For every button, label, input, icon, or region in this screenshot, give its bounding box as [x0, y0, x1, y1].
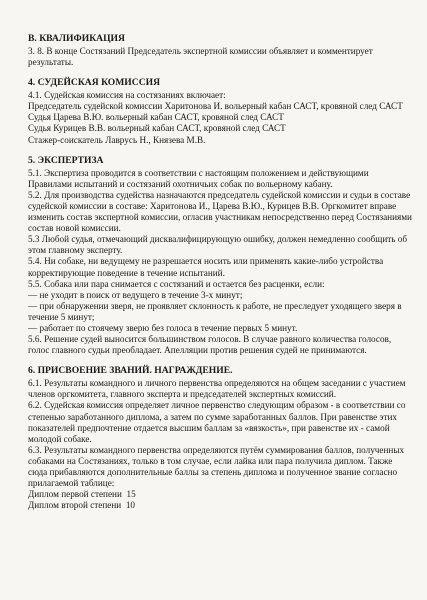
paragraph: 5.5. Собака или пара снимается с состязаний и остается без расценки, если: [28, 278, 325, 289]
section-expertise [28, 155, 413, 357]
paragraph: — не уходит в поиск от ведущего в течение 3-х минут; [28, 289, 243, 300]
score-label: Диплом второй степени [28, 500, 122, 511]
section-heading: 6. ПРИСВОЕНИЕ ЗВАНИЙ. НАГРАЖДЕНИЕ. [28, 365, 233, 377]
section-judging-commission [28, 77, 413, 145]
section-awards [28, 365, 413, 511]
section-heading: 4. СУДЕЙСКАЯ КОМИССИЯ [28, 77, 161, 89]
section-qualification [28, 33, 413, 68]
paragraph: 5.1. Экспертиза проводится в соответствии с настоящим положением и действующими Правилами испытаний и состязаний охотничьих собак по вольерному кабану. [28, 167, 369, 189]
paragraph: 6.3. Результаты командного первенства определяются путём суммирования баллов, полученных собаками на Состязаниях, только в том случае, если лайка или пара получила диплом. Также сюда прибавляются дополнительные баллы за степень диплома и полученное звание согласно прилагаемой таблице: [28, 444, 405, 489]
paragraph: Стажер-соискатель Лаврусь Н., Князева М.В. [28, 134, 206, 145]
section-heading: 5. ЭКСПЕРТИЗА [28, 154, 104, 166]
paragraph: 6.2. Судейская комиссия определяет личное первенство следующим образом - в соответствии со степенью заработанного диплома, а затем по сумме заработанных баллов. При равенстве этих показателей предпочтение отдается высшим баллам за «вязкость», при равенстве их - самой молодой собаке. [28, 400, 406, 444]
score-label: Диплом первой степени [28, 489, 122, 500]
paragraph: 4.1. Судейская комиссия на состязаниях включает: [28, 90, 226, 101]
paragraph: 3. 8. В конце Состязаний Председатель экспертной комиссии объявляет и комментирует результаты. [28, 46, 373, 68]
paragraph: 5.6. Решение судей выносится большинством голосов. В случае равного количества голосов, голос главного судьи преобладает. Апелляции против решения судей не принимаются. [28, 334, 392, 356]
paragraph: Судья Царева В.Ю. вольерный кабан САСТ, кровяной след САСТ [28, 112, 284, 123]
paragraph: Судья Курицев В.В. вольерный кабан САСТ, кровяной след САСТ [28, 123, 286, 134]
paragraph: — работает по стоячему зверю без голоса в течение первых 5 минут. [28, 322, 298, 333]
paragraph: 5.3 Любой судья, отмечающий дисквалифицирующую ошибку, должен немедленно сообщить об этом главному эксперту. [28, 234, 408, 256]
paragraph: 5.2. Для производства судейства назначаются председатель судейской комиссии и судьи в составе судейской комиссии в составе: Харитонова И., Царева В.Ю., Курицев В.В. Оргкомитет вправе изменить состав экспертной комиссии, огласив участникам непосредственно перед Состязаниями состав новой комиссии. [28, 189, 412, 234]
score-value: 10 [125, 500, 135, 511]
section-heading: В. КВАЛИФИКАЦИЯ [28, 33, 125, 44]
paragraph: 5.4. Ни собаке, ни ведущему не разрешается носить или применять какие-либо устройства корректирующие поведение в течение испытаний. [28, 256, 384, 278]
paragraph: 6.1. Результаты командного и личного первенства определяются на общем заседании с участием членов оргкомитета, главного эксперта и председателей экспертных комиссий. [28, 378, 406, 400]
paragraph: — при обнаружении зверя, не проявляет склонность к работе, не преследует уходящего зверя в течение 5 минут; [28, 300, 402, 322]
score-row [28, 489, 413, 500]
score-row [28, 500, 413, 511]
paragraph: Председатель судейской комиссии Харитонова И. вольерный кабан САСТ, кровяной след САСТ [28, 101, 403, 112]
score-value: 15 [126, 489, 136, 500]
